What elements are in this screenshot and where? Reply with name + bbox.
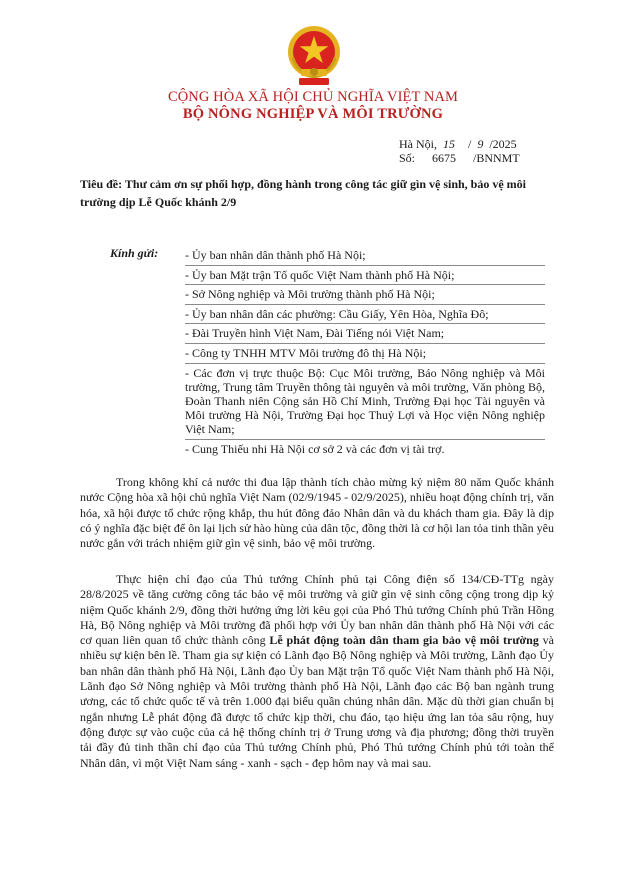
document-number xyxy=(399,151,520,166)
recipient-item: - Các đơn vị trực thuộc Bộ: Cục Môi trường, Báo Nông nghiệp và Môi trường, Trung tâm Truyền thông tài nguyên và môi trường, Văn phòng Bộ, Đoàn Thanh niên Cộng sản Hồ Chí Minh, Trường Đại học Tài nguyên và Môi trường Hà Nội, Trường Đại học Thuỷ Lợi và Học viện Nông nghiệp Việt Nam; xyxy=(185,364,545,440)
recipient-item: - Cung Thiếu nhi Hà Nội cơ sở 2 và các đơn vị tài trợ. xyxy=(185,441,445,456)
recipient-item: - Ủy ban nhân dân các phường: Cầu Giấy, Yên Hòa, Nghĩa Đô; xyxy=(185,305,545,325)
p2-start: Thực hiện chỉ đạo của Thủ tướng Chính phủ tại Công điện số 134/CĐ-TTg ngày 28/8/2025 về tăng cường công tác bảo vệ môi trường và giữ gìn vệ sinh công cộng trong dịp kỷ niệm Quốc khánh 2/9, đồng thời hưởng ứng lời kêu gọi của Phó Thủ tướng Chính phủ Trần Hồng Hà, Bộ Nông nghiệp và Môi trường đã phối hợp với Ủy ban nhân dân thành phố Hà Nội với các cơ quan liên quan tổ chức thành công xyxy=(80,572,554,648)
number-suffix: /BNNMT xyxy=(473,151,520,165)
p2-bold-event: Lễ phát động toàn dân tham gia bảo vệ môi trường xyxy=(269,633,539,648)
number-label: Số: xyxy=(399,151,416,165)
body-paragraph-2 xyxy=(80,572,554,771)
date-slash: / xyxy=(468,137,472,151)
recipient-item: - Ủy ban Mặt trận Tổ quốc Việt Nam thành phố Hà Nội; xyxy=(185,266,545,286)
recipient-list xyxy=(185,246,545,459)
ministry-name: BỘ NÔNG NGHIỆP VÀ MÔI TRƯỜNG xyxy=(182,106,444,122)
recipient-item: - Công ty TNHH MTV Môi trường đô thị Hà Nội; xyxy=(185,344,545,364)
subject-text: Thư cảm ơn sự phối hợp, đồng hành trong công tác giữ gìn vệ sinh, bảo vệ môi trường dịp Lễ Quốc khánh 2/9 xyxy=(80,177,527,209)
recipients-label: Kính gửi: xyxy=(110,246,159,260)
document-subject xyxy=(80,175,560,211)
body-paragraph-1: Trong không khí cả nước thi đua lập thành tích chào mừng kỷ niệm 80 năm Quốc khánh nước Cộng hòa xã hội chủ nghĩa Việt Nam (02/9/1945 - 02/9/2025), nhiều hoạt động chính trị, văn hóa, xã hội được tổ chức rộng khắp, thu hút đông đảo Nhân dân và du khách tham gia. Đây là dịp có ý nghĩa đặc biệt để ôn lại lịch sử hào hùng của dân tộc, đồng thời là cơ hội lan tỏa tinh thần yêu nước gắn với trách nhiệm giữ gìn vệ sinh, bảo vệ môi trường. xyxy=(80,475,554,551)
p2-end: và nhiều sự kiện bên lề. Tham gia sự kiện có Lãnh đạo Bộ Nông nghiệp và Môi trường, Lãnh đạo Ủy ban nhân dân thành phố Hà Nội, Lãnh đạo Ủy ban Mặt trận Tổ quốc Việt Nam thành phố Hà Nội, Lãnh đạo Sở Nông nghiệp và Môi trường thành phố Hà Nội, Lãnh đạo các Bộ ban ngành trung ương, các tổ chức quốc tế và trên 1.000 đại biểu quần chúng nhân dân. Mặc dù thời gian chuẩn bị ngắn nhưng Lễ phát động đã được tổ chức kịp thời, chu đáo, tạo hiệu ứng lan tỏa sâu rộng, huy động được sự vào cuộc của cả hệ thống chính trị ở Trung ương và địa phương; đồng thời truyền tải đầy đủ tinh thần chỉ đạo của Thủ tướng Chính phủ, Phó Thủ tướng Chính phủ tới toàn thể Nhân dân, vì một Việt Nam sáng - xanh - sạch - đẹp hôm nay và mai sau. xyxy=(80,633,554,770)
subject-label: Tiêu đề: xyxy=(80,177,123,191)
date-month: 9 xyxy=(477,137,484,151)
date-day: 15 xyxy=(443,137,455,151)
recipient-item: - Đài Truyền hình Việt Nam, Đài Tiếng nói Việt Nam; xyxy=(185,324,545,344)
date-place: Hà Nội, xyxy=(399,137,437,151)
recipient-item: - Sở Nông nghiệp và Môi trường thành phố Hà Nội; xyxy=(185,285,545,305)
national-emblem-icon xyxy=(287,22,341,88)
number-value: 6675 xyxy=(432,151,457,165)
recipient-item: - Ủy ban nhân dân thành phố Hà Nội; xyxy=(185,246,545,266)
date-line xyxy=(399,137,517,152)
date-year: /2025 xyxy=(489,137,517,151)
country-name: CỘNG HÒA XÃ HỘI CHỦ NGHĨA VIỆT NAM xyxy=(167,89,459,105)
